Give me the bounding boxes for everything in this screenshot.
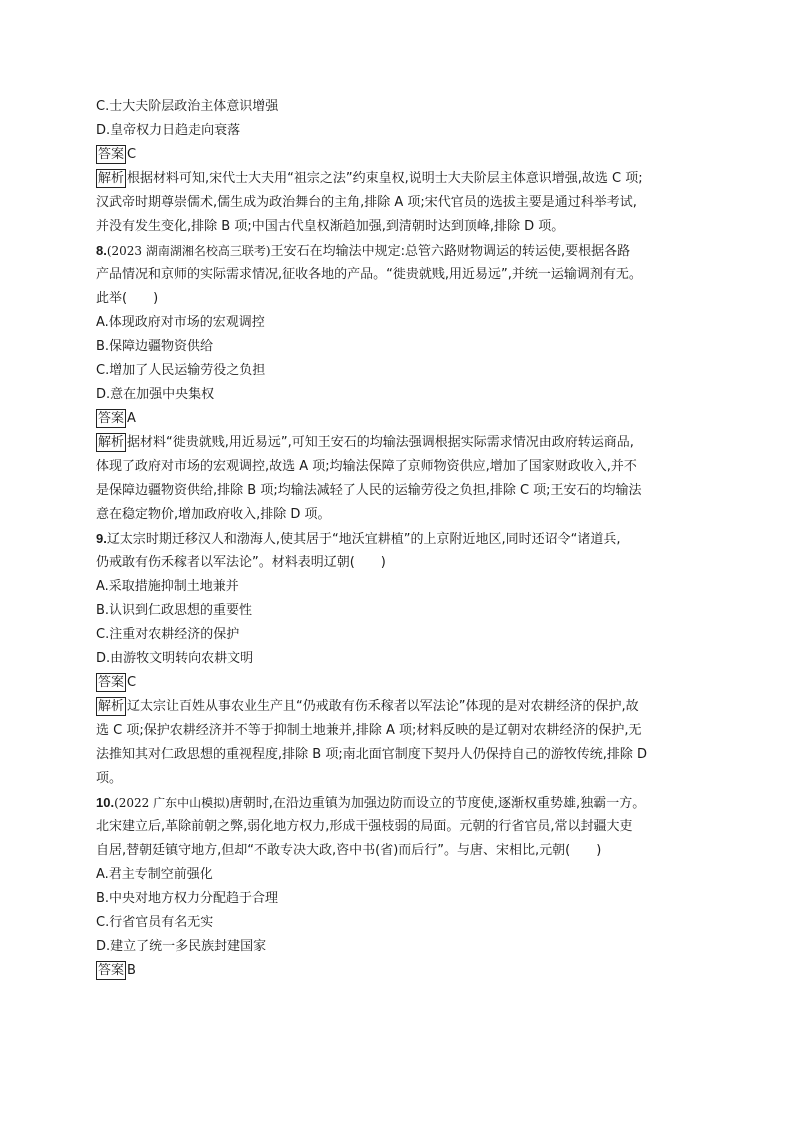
q7-analysis-line-3: 并没有发生变化,排除 B 项;中国古代皇权渐趋加强,到清朝时达到顶峰,排除 D 项。 — [96, 219, 565, 234]
analysis-tag: 解析 — [98, 699, 125, 714]
answer-value: C — [127, 675, 137, 690]
q9-analysis-line-1 — [96, 696, 639, 718]
q8-analysis-line-1 — [96, 432, 634, 454]
analysis-text: 根据材料可知,宋代士大夫用“祖宗之法”约束皇权,说明士大夫阶层主体意识增强,故选 C 项; — [127, 171, 643, 186]
q8-analysis-line-3: 是保障边疆物资供给,排除 B 项;均输法减轻了人民的运输劳役之负担,排除 C 项;王安石的均输法 — [96, 483, 642, 498]
q7-analysis-line-1 — [96, 168, 643, 190]
q8-stem-line-1 — [96, 240, 630, 262]
q7-answer — [96, 144, 136, 166]
q10-stem-line-1 — [96, 792, 645, 814]
analysis-tag: 解析 — [98, 435, 125, 450]
q9-stem-line-1 — [96, 528, 620, 550]
q9-stem-line-2: 仍戒敢有伤禾稼者以军法论”。材料表明辽朝( ) — [96, 555, 386, 570]
answer-value: B — [127, 963, 136, 978]
q9-analysis-line-2: 选 C 项;保护农耕经济并不等于抑制土地兼并,排除 A 项;材料反映的是辽朝对农耕经济的保护,无 — [96, 723, 642, 738]
q8-stem-line-3: 此举( ) — [96, 291, 159, 306]
analysis-text: 辽太宗让百姓从事农业生产且“仍戒敢有伤禾稼者以军法论”体现的是对农耕经济的保护,故 — [127, 699, 639, 714]
q9-option-b: B.认识到仁政思想的重要性 — [96, 603, 253, 618]
q7-analysis-line-2: 汉武帝时期尊崇儒术,儒生成为政治舞台的主角,排除 A 项;宋代官员的选拔主要是通过科举考试, — [96, 195, 637, 210]
q8-answer — [96, 408, 136, 430]
q9-analysis-line-4: 项。 — [96, 771, 123, 786]
q8-option-d: D.意在加强中央集权 — [96, 387, 215, 402]
q7-option-d: D.皇帝权力日趋走向衰落 — [96, 123, 241, 138]
stem-text: 辽太宗时期迁移汉人和渤海人,使其居于“地沃宜耕植”的上京附近地区,同时还诏令“诸道兵, — [106, 532, 621, 547]
q9-option-d: D.由游牧文明转向农耕文明 — [96, 651, 254, 666]
q9-answer — [96, 672, 136, 694]
q9-option-c: C.注重对农耕经济的保护 — [96, 627, 240, 642]
q10-option-c: C.行省官员有名无实 — [96, 915, 214, 930]
q9-option-a: A.采取措施抑制土地兼并 — [96, 579, 239, 594]
question-number: 9. — [96, 531, 107, 546]
stem-text: 唐朝时,在沿边重镇为加强边防而设立的节度使,逐渐权重势雄,独霸一方。 — [229, 796, 646, 811]
analysis-tag: 解析 — [98, 171, 125, 186]
q10-answer — [96, 960, 136, 982]
q8-stem-line-2: 产品情况和京师的实际需求情况,征收各地的产品。“徙贵就贱,用近易远”,并统一运输调剂有无。 — [96, 267, 642, 282]
answer-value: C — [127, 147, 137, 162]
question-number: 10. — [96, 795, 115, 810]
q10-option-d: D.建立了统一多民族封建国家 — [96, 939, 267, 954]
q7-option-c: C.士大夫阶层政治主体意识增强 — [96, 99, 279, 114]
q10-stem-line-2: 北宋建立后,革除前朝之弊,弱化地方权力,形成干强枝弱的局面。元朝的行省官员,常以封疆大吏 — [96, 819, 633, 834]
q8-analysis-line-2: 体现了政府对市场的宏观调控,故选 A 项;均输法保障了京师物资供应,增加了国家财政收入,并不 — [96, 459, 637, 474]
analysis-text: 据材料“徙贵就贱,用近易远”,可知王安石的均输法强调根据实际需求情况由政府转运商品, — [127, 435, 634, 450]
q10-stem-line-3: 自居,替朝廷镇守地方,但却“不敢专决大政,咨中书(省)而后行”。与唐、宋相比,元朝( ) — [96, 843, 602, 858]
q8-option-c: C.增加了人民运输劳役之负担 — [96, 363, 266, 378]
q8-analysis-line-4: 意在稳定物价,增加政府收入,排除 D 项。 — [96, 507, 331, 522]
answer-value: A — [127, 411, 136, 426]
q10-option-b: B.中央对地方权力分配趋于合理 — [96, 891, 279, 906]
answer-tag: 答案 — [98, 147, 125, 162]
answer-tag: 答案 — [98, 963, 125, 978]
answer-tag: 答案 — [98, 411, 125, 426]
q10-option-a: A.君主专制空前强化 — [96, 867, 213, 882]
q8-option-a: A.体现政府对市场的宏观调控 — [96, 315, 265, 330]
question-source: (2022 广东中山模拟) — [114, 796, 230, 810]
answer-tag: 答案 — [98, 675, 125, 690]
question-source: (2023 湖南湖湘名校高三联考) — [106, 244, 271, 258]
stem-text: 王安石在均输法中规定:总管六路财物调运的转运使,要根据各路 — [270, 244, 631, 259]
q8-option-b: B.保障边疆物资供给 — [96, 339, 214, 354]
question-number: 8. — [96, 243, 107, 258]
q9-analysis-line-3: 法推知其对仁政思想的重视程度,排除 B 项;南北面官制度下契丹人仍保持自己的游牧传统,排除 D — [96, 747, 647, 762]
